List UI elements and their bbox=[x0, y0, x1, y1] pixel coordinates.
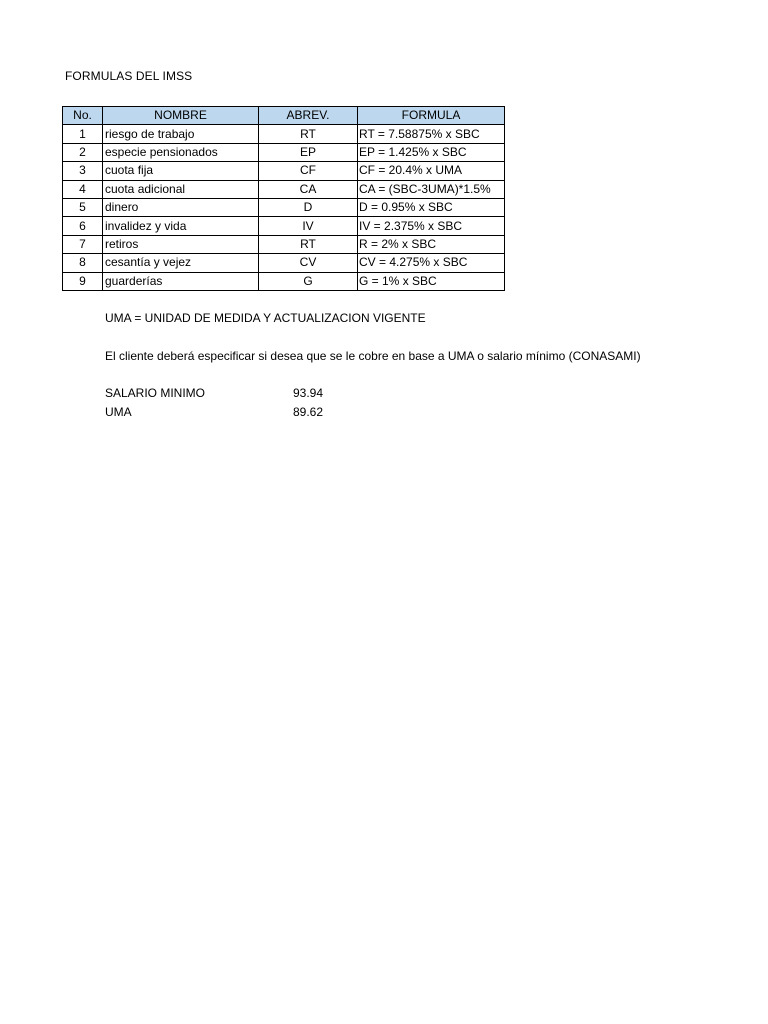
cell-abrev: CA bbox=[259, 180, 358, 198]
table-row bbox=[63, 198, 505, 216]
header-formula: FORMULA bbox=[358, 107, 505, 125]
header-no: No. bbox=[63, 107, 103, 125]
cell-formula: G = 1% x SBC bbox=[358, 272, 505, 290]
cell-formula: IV = 2.375% x SBC bbox=[358, 217, 505, 235]
uma-value: 89.62 bbox=[293, 405, 324, 419]
cell-abrev: RT bbox=[259, 235, 358, 253]
cell-no: 1 bbox=[63, 125, 103, 143]
cell-no: 6 bbox=[63, 217, 103, 235]
cell-nombre: cesantía y vejez bbox=[103, 254, 259, 272]
cell-abrev: D bbox=[259, 198, 358, 216]
cell-formula: CV = 4.275% x SBC bbox=[358, 254, 505, 272]
cell-nombre: retiros bbox=[103, 235, 259, 253]
cell-no: 3 bbox=[63, 162, 103, 180]
table-row bbox=[63, 180, 505, 198]
cell-abrev: CF bbox=[259, 162, 358, 180]
cell-abrev: G bbox=[259, 272, 358, 290]
uma-label: UMA bbox=[105, 405, 132, 419]
cell-formula: R = 2% x SBC bbox=[358, 235, 505, 253]
uma-definition-note: UMA = UNIDAD DE MEDIDA Y ACTUALIZACION VIGENTE bbox=[105, 311, 426, 325]
salario-minimo-label: SALARIO MINIMO bbox=[105, 386, 206, 400]
cell-no: 5 bbox=[63, 198, 103, 216]
cell-no: 9 bbox=[63, 272, 103, 290]
cell-nombre: dinero bbox=[103, 198, 259, 216]
cell-formula: CA = (SBC-3UMA)*1.5% bbox=[358, 180, 505, 198]
cell-abrev: EP bbox=[259, 143, 358, 161]
cell-nombre: cuota adicional bbox=[103, 180, 259, 198]
client-note: El cliente deberá especificar si desea que se le cobre en base a UMA o salario mínimo (CONASAMI) bbox=[105, 349, 641, 363]
table-row bbox=[63, 143, 505, 161]
cell-abrev: IV bbox=[259, 217, 358, 235]
table-row bbox=[63, 162, 505, 180]
table-row bbox=[63, 254, 505, 272]
cell-no: 2 bbox=[63, 143, 103, 161]
cell-abrev: CV bbox=[259, 254, 358, 272]
table-row bbox=[63, 125, 505, 143]
header-nombre: NOMBRE bbox=[103, 107, 259, 125]
cell-no: 4 bbox=[63, 180, 103, 198]
salario-minimo-value: 93.94 bbox=[293, 386, 324, 400]
table-header-row bbox=[63, 107, 505, 125]
cell-no: 8 bbox=[63, 254, 103, 272]
cell-formula: EP = 1.425% x SBC bbox=[358, 143, 505, 161]
table-row bbox=[63, 272, 505, 290]
table-row bbox=[63, 217, 505, 235]
cell-nombre: riesgo de trabajo bbox=[103, 125, 259, 143]
cell-nombre: cuota fija bbox=[103, 162, 259, 180]
cell-nombre: guarderías bbox=[103, 272, 259, 290]
formulas-table bbox=[62, 106, 505, 291]
cell-formula: D = 0.95% x SBC bbox=[358, 198, 505, 216]
cell-nombre: invalidez y vida bbox=[103, 217, 259, 235]
table-row bbox=[63, 235, 505, 253]
cell-formula: CF = 20.4% x UMA bbox=[358, 162, 505, 180]
header-abrev: ABREV. bbox=[259, 107, 358, 125]
cell-formula: RT = 7.58875% x SBC bbox=[358, 125, 505, 143]
cell-abrev: RT bbox=[259, 125, 358, 143]
cell-no: 7 bbox=[63, 235, 103, 253]
page-title: FORMULAS DEL IMSS bbox=[65, 69, 193, 83]
cell-nombre: especie pensionados bbox=[103, 143, 259, 161]
